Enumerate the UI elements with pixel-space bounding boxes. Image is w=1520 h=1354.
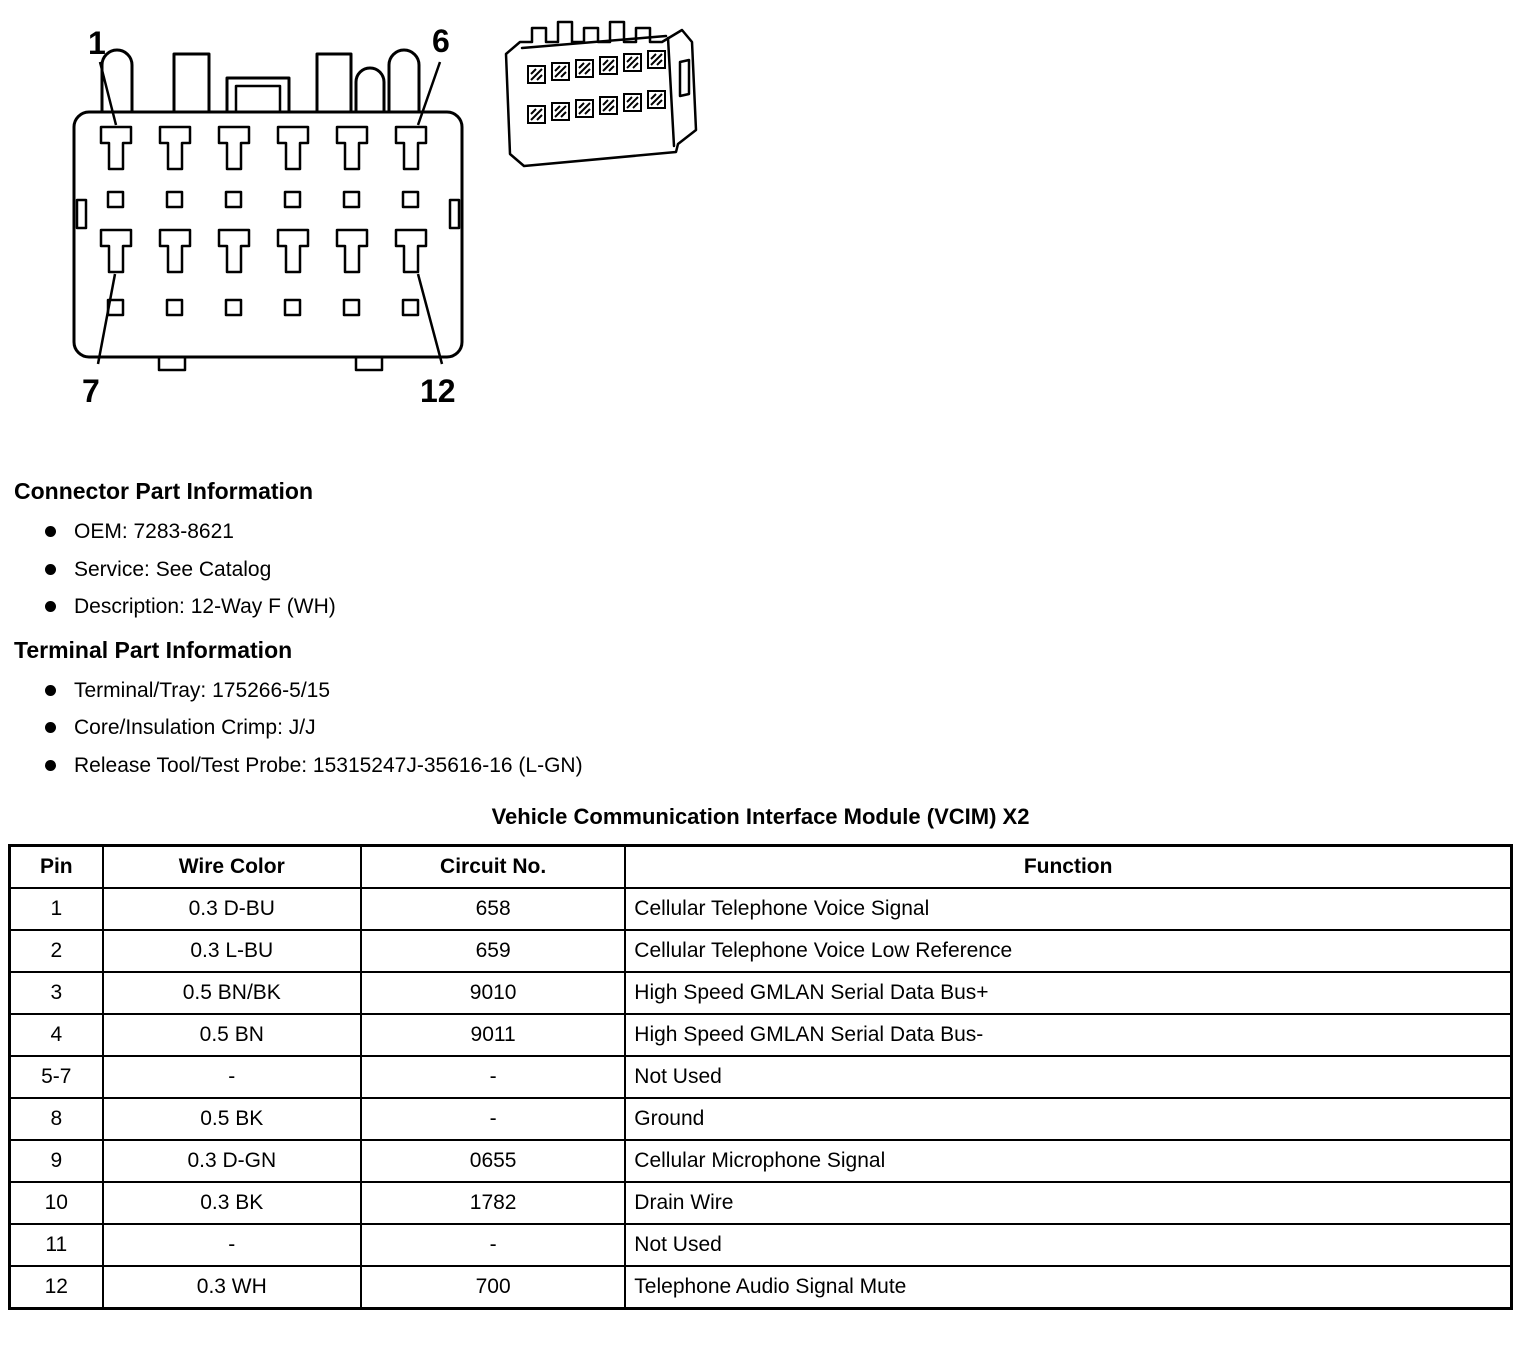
connector-part-info-heading: Connector Part Information [14, 478, 314, 504]
cell-function: Not Used [625, 1224, 1511, 1266]
cell-circuit-no: - [361, 1224, 625, 1266]
terminal-part-info-heading: Terminal Part Information [14, 636, 293, 663]
list-item-text: Description: 12-Way F (WH) [74, 594, 336, 618]
bullet-icon [45, 685, 56, 696]
cell-wire-color: 0.3 D-BU [103, 888, 361, 930]
cell-function: Drain Wire [625, 1182, 1511, 1224]
cell-pin: 1 [10, 888, 103, 930]
cell-function: Not Used [625, 1056, 1511, 1098]
connector-front-view [56, 12, 486, 414]
cell-pin: 4 [10, 1014, 103, 1056]
cell-wire-color: 0.5 BN/BK [103, 972, 361, 1014]
cell-circuit-no: 9010 [361, 972, 625, 1014]
list-item-crimp [74, 716, 1513, 740]
table-row [10, 930, 1512, 972]
table-row [10, 1182, 1512, 1224]
cell-pin: 2 [10, 930, 103, 972]
cell-pin: 8 [10, 1098, 103, 1140]
connector-diagrams [8, 0, 1513, 478]
col-header-wire: Wire Color [103, 845, 361, 888]
list-item-terminal-tray [74, 679, 1513, 703]
cell-wire-color: - [103, 1056, 361, 1098]
cell-pin: 12 [10, 1266, 103, 1309]
cell-circuit-no: - [361, 1098, 625, 1140]
cell-wire-color: 0.5 BK [103, 1098, 361, 1140]
iso-terminals [528, 51, 665, 123]
table-row [10, 1224, 1512, 1266]
cell-function: Cellular Telephone Voice Low Reference [625, 930, 1511, 972]
cell-circuit-no: 658 [361, 888, 625, 930]
table-row [10, 972, 1512, 1014]
bullet-icon [45, 564, 56, 575]
pin-label-7: 7 [82, 373, 100, 409]
connector-3d-view [470, 2, 740, 187]
pinout-table [8, 844, 1513, 1310]
cell-wire-color: 0.5 BN [103, 1014, 361, 1056]
connector-body [74, 50, 462, 370]
cell-function: Ground [625, 1098, 1511, 1140]
pin-label-1: 1 [88, 25, 106, 61]
cell-wire-color: - [103, 1224, 361, 1266]
col-header-circuit: Circuit No. [361, 845, 625, 888]
bullet-icon [45, 722, 56, 733]
cell-pin: 10 [10, 1182, 103, 1224]
list-item-release-tool [74, 754, 1513, 778]
cell-wire-color: 0.3 WH [103, 1266, 361, 1309]
iso-body [506, 22, 696, 166]
list-item-text: Release Tool/Test Probe: 15315247J-35616-16 (L-GN) [74, 753, 583, 777]
bullet-icon [45, 526, 56, 537]
cell-pin: 9 [10, 1140, 103, 1182]
cell-function: Cellular Microphone Signal [625, 1140, 1511, 1182]
bullet-icon [45, 760, 56, 771]
bullet-icon [45, 601, 56, 612]
table-header-row [10, 845, 1512, 888]
terminal-cavities [101, 127, 426, 315]
cell-circuit-no: 9011 [361, 1014, 625, 1056]
list-item-text: Service: See Catalog [74, 557, 272, 581]
cell-circuit-no: 659 [361, 930, 625, 972]
table-row [10, 1140, 1512, 1182]
list-item-oem [74, 520, 1513, 544]
table-row [10, 888, 1512, 930]
table-row [10, 1266, 1512, 1309]
list-item-text: OEM: 7283-8621 [74, 520, 234, 544]
cell-pin: 3 [10, 972, 103, 1014]
list-item-service [74, 558, 1513, 582]
cell-circuit-no: - [361, 1056, 625, 1098]
cell-pin: 11 [10, 1224, 103, 1266]
list-item-text: Terminal/Tray: 175266-5/15 [74, 679, 331, 703]
cell-circuit-no: 1782 [361, 1182, 625, 1224]
cell-wire-color: 0.3 D-GN [103, 1140, 361, 1182]
cell-circuit-no: 700 [361, 1266, 625, 1309]
table-row [10, 1056, 1512, 1098]
pin-label-12: 12 [420, 373, 456, 409]
col-header-function: Function [625, 845, 1511, 888]
table-row [10, 1098, 1512, 1140]
terminal-part-info-list [74, 679, 1513, 777]
connector-part-info-list [74, 520, 1513, 618]
list-item-text: Core/Insulation Crimp: J/J [74, 716, 316, 740]
cell-function: Telephone Audio Signal Mute [625, 1266, 1511, 1309]
table-title: Vehicle Communication Interface Module (VCIM) X2 [491, 803, 1030, 829]
cell-function: High Speed GMLAN Serial Data Bus+ [625, 972, 1511, 1014]
table-row [10, 1014, 1512, 1056]
cell-pin: 5-7 [10, 1056, 103, 1098]
cell-wire-color: 0.3 L-BU [103, 930, 361, 972]
cell-function: High Speed GMLAN Serial Data Bus- [625, 1014, 1511, 1056]
cell-circuit-no: 0655 [361, 1140, 625, 1182]
list-item-description [74, 595, 1513, 619]
cell-function: Cellular Telephone Voice Signal [625, 888, 1511, 930]
cell-wire-color: 0.3 BK [103, 1182, 361, 1224]
pin-label-6: 6 [432, 23, 450, 59]
col-header-pin: Pin [10, 845, 103, 888]
